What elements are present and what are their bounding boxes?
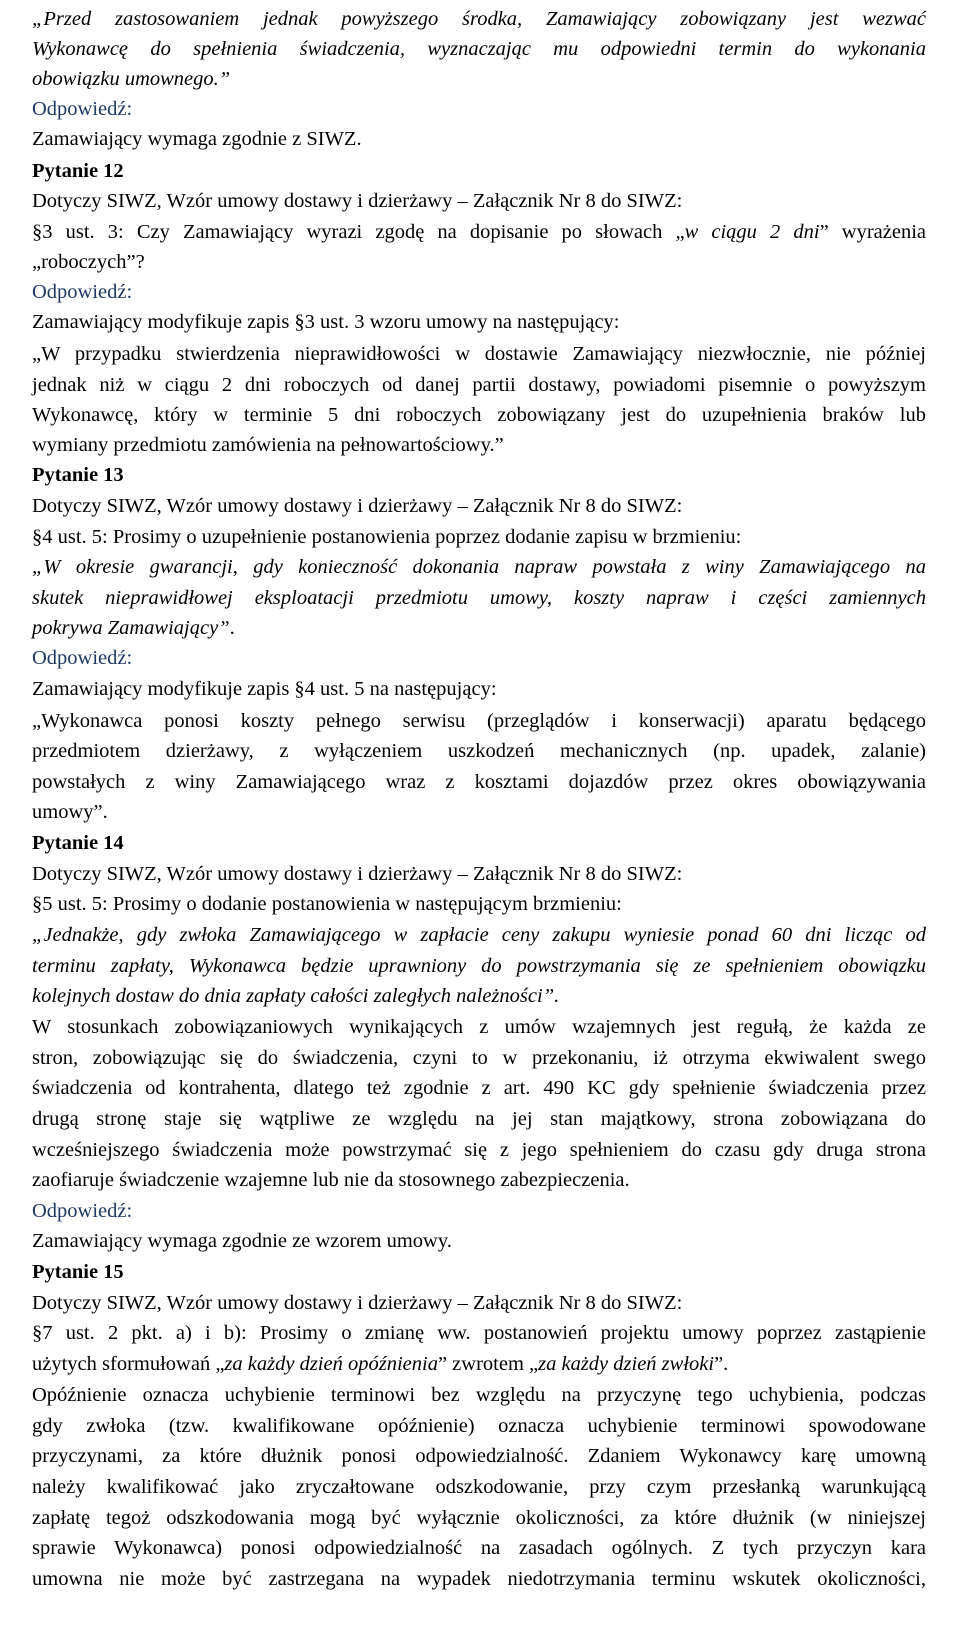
text-line bbox=[32, 1135, 926, 1165]
text-segment: użytych sformułowań „ bbox=[32, 1353, 225, 1375]
text-segment: przyczynami, za które dłużnik ponosi odpowiedzialność. Zdaniem Wykonawcy karę umowną bbox=[32, 1445, 926, 1467]
text-line bbox=[32, 859, 926, 889]
text-segment: skutek nieprawidłowej eksploatacji przedmiotu umowy, koszty napraw i części zamiennych bbox=[32, 587, 926, 609]
text-line bbox=[32, 767, 926, 797]
text-segment: Zamawiający wymaga zgodnie ze wzorem umowy. bbox=[32, 1230, 452, 1252]
text-segment: Dotyczy SIWZ, Wzór umowy dostawy i dzierżawy – Załącznik Nr 8 do SIWZ: bbox=[32, 863, 683, 885]
text-line bbox=[32, 1380, 926, 1410]
text-segment: §5 ust. 5: Prosimy o dodanie postanowienia w następującym brzmieniu: bbox=[32, 893, 622, 915]
answer-label bbox=[32, 277, 926, 307]
text-line bbox=[32, 920, 926, 950]
text-line bbox=[32, 1441, 926, 1471]
text-segment: Zamawiający wymaga zgodnie z SIWZ. bbox=[32, 128, 362, 150]
text-segment: sprawie Wykonawca) ponosi odpowiedzialność na zasadach ogólnych. Z tych przyczyn kara bbox=[32, 1537, 926, 1559]
text-line bbox=[32, 307, 926, 337]
text-segment: w ciągu 2 dni bbox=[684, 221, 820, 243]
text-segment: „W okresie gwarancji, gdy konieczność dokonania napraw powstała z winy Zamawiającego na bbox=[32, 556, 926, 578]
text-line bbox=[32, 370, 926, 400]
text-segment: Pytanie 13 bbox=[32, 464, 124, 486]
text-segment: pokrywa Zamawiający” bbox=[32, 617, 230, 639]
text-segment: „Przed zastosowaniem jednak powyższego środka, Zamawiający zobowiązany jest wezwać bbox=[32, 8, 926, 30]
text-line bbox=[32, 64, 926, 94]
text-segment: świadczenia od kontrahenta, dlatego też zgodnie z art. 490 KC gdy spełnienie świadczenia przez bbox=[32, 1077, 926, 1099]
text-line bbox=[32, 491, 926, 521]
text-segment: Dotyczy SIWZ, Wzór umowy dostawy i dzierżawy – Załącznik Nr 8 do SIWZ: bbox=[32, 495, 683, 517]
text-line bbox=[32, 124, 926, 154]
text-segment: „W przypadku stwierdzenia nieprawidłowości w dostawie Zamawiający niezwłocznie, nie później bbox=[32, 343, 926, 365]
text-line bbox=[32, 430, 926, 460]
text-segment: stron, zobowiązując się do świadczenia, czyni to w przekonaniu, iż otrzyma ekwiwalent swego bbox=[32, 1047, 926, 1069]
text-segment: obowiązku umownego.” bbox=[32, 68, 231, 90]
question-title bbox=[32, 1257, 926, 1287]
text-segment: za każdy dzień opóźnienia bbox=[224, 1353, 438, 1375]
text-line bbox=[32, 951, 926, 981]
text-line bbox=[32, 1104, 926, 1134]
text-segment: zaofiaruje świadczenie wzajemne lub nie da stosownego zabezpieczenia. bbox=[32, 1169, 630, 1191]
text-segment: Pytanie 15 bbox=[32, 1261, 124, 1283]
text-line bbox=[32, 981, 926, 1011]
text-segment: gdy zwłoka (tzw. kwalifikowane opóźnienie) oznacza uchybienie terminowi spowodowane bbox=[32, 1415, 926, 1437]
text-segment: powstałych z winy Zamawiającego wraz z kosztami dojazdów przez okres obowiązywania bbox=[32, 771, 926, 793]
question-title bbox=[32, 156, 926, 186]
text-line bbox=[32, 706, 926, 736]
text-segment: przedmiotem dzierżawy, z wyłączeniem uszkodzeń mechanicznych (np. upadek, zalanie) bbox=[32, 740, 926, 762]
text-line bbox=[32, 247, 926, 277]
text-segment: „Jednakże, gdy zwłoka Zamawiającego w zapłacie ceny zakupu wyniesie ponad 60 dni licząc od bbox=[32, 924, 926, 946]
text-line bbox=[32, 522, 926, 552]
text-line bbox=[32, 1165, 926, 1195]
text-segment: Odpowiedź: bbox=[32, 647, 133, 669]
text-segment: Wykonawcę do spełnienia świadczenia, wyznaczając mu odpowiedni termin do wykonania bbox=[32, 38, 926, 60]
text-segment: §3 ust. 3: Czy Zamawiający wyrazi zgodę na dopisanie po słowach „ bbox=[32, 221, 685, 243]
text-segment: . bbox=[229, 617, 235, 639]
text-segment: kolejnych dostaw do dnia zapłaty całości zaległych należności”. bbox=[32, 985, 560, 1007]
text-line bbox=[32, 186, 926, 216]
text-segment: drugą stronę staje się wątpliwe ze względu na jej stan majątkowy, strona zobowiązana do bbox=[32, 1108, 926, 1130]
text-segment: Wykonawcę, który w terminie 5 dni roboczych zobowiązany jest do uzupełnienia braków lub bbox=[32, 404, 926, 426]
text-line bbox=[32, 1318, 926, 1348]
text-line bbox=[32, 1288, 926, 1318]
text-line bbox=[32, 889, 926, 919]
text-line bbox=[32, 400, 926, 430]
text-segment: wymiany przedmiotu zamówienia na pełnowartościowy.” bbox=[32, 434, 504, 456]
text-line bbox=[32, 1564, 926, 1594]
text-line bbox=[32, 797, 926, 827]
text-segment: Opóźnienie oznacza uchybienie terminowi bez względu na przyczynę tego uchybienia, podczas bbox=[32, 1384, 926, 1406]
text-line bbox=[32, 34, 926, 64]
text-segment: ” wyrażenia bbox=[819, 221, 926, 243]
text-segment: W stosunkach zobowiązaniowych wynikających z umów wzajemnych jest regułą, że każda ze bbox=[32, 1016, 926, 1038]
text-line bbox=[32, 1533, 926, 1563]
text-segment: „roboczych”? bbox=[32, 251, 145, 273]
text-line bbox=[32, 217, 926, 247]
text-segment: umowna nie może być zastrzegana na wypadek niedotrzymania terminu wskutek okoliczności, bbox=[32, 1568, 926, 1590]
text-segment: §7 ust. 2 pkt. a) i b): Prosimy o zmianę ww. postanowień projektu umowy poprzez zastąpienie bbox=[32, 1322, 926, 1344]
text-segment: wcześniejszego świadczenia może powstrzymać się z jego spełnieniem do czasu gdy druga strona bbox=[32, 1139, 926, 1161]
text-line bbox=[32, 4, 926, 34]
text-line bbox=[32, 583, 926, 613]
text-line bbox=[32, 1012, 926, 1042]
answer-label bbox=[32, 1196, 926, 1226]
text-segment: ” zwrotem „ bbox=[437, 1353, 539, 1375]
text-segment: za każdy dzień zwłoki bbox=[538, 1353, 715, 1375]
text-line bbox=[32, 552, 926, 582]
text-segment: §4 ust. 5: Prosimy o uzupełnienie postanowienia poprzez dodanie zapisu w brzmieniu: bbox=[32, 526, 742, 548]
text-line bbox=[32, 674, 926, 704]
text-segment: Odpowiedź: bbox=[32, 1200, 133, 1222]
text-line bbox=[32, 1226, 926, 1256]
text-segment: Odpowiedź: bbox=[32, 281, 133, 303]
answer-label bbox=[32, 94, 926, 124]
text-line bbox=[32, 339, 926, 369]
text-segment: Pytanie 12 bbox=[32, 160, 124, 182]
text-line bbox=[32, 1349, 926, 1379]
text-line bbox=[32, 1472, 926, 1502]
text-segment: Dotyczy SIWZ, Wzór umowy dostawy i dzierżawy – Załącznik Nr 8 do SIWZ: bbox=[32, 190, 683, 212]
text-segment: Odpowiedź: bbox=[32, 98, 133, 120]
text-segment: należy kwalifikować jako zryczałtowane odszkodowanie, przy czym przesłanką warunkującą bbox=[32, 1476, 926, 1498]
text-segment: umowy”. bbox=[32, 801, 108, 823]
text-line bbox=[32, 1073, 926, 1103]
text-line bbox=[32, 1411, 926, 1441]
question-title bbox=[32, 828, 926, 858]
text-line bbox=[32, 613, 926, 643]
text-segment: terminu zapłaty, Wykonawca będzie uprawniony do powstrzymania się ze spełnieniem obowiązku bbox=[32, 955, 926, 977]
text-segment: jednak niż w ciągu 2 dni roboczych od danej partii dostawy, powiadomi pisemnie o powyższym bbox=[32, 374, 926, 396]
text-line bbox=[32, 736, 926, 766]
text-segment: Pytanie 14 bbox=[32, 832, 124, 854]
text-segment: zapłatę tegoż odszkodowania mogą być wyłącznie okoliczności, za które dłużnik (w niniejszej bbox=[32, 1507, 926, 1529]
text-segment: Dotyczy SIWZ, Wzór umowy dostawy i dzierżawy – Załącznik Nr 8 do SIWZ: bbox=[32, 1292, 683, 1314]
question-title bbox=[32, 460, 926, 490]
text-segment: Zamawiający modyfikuje zapis §3 ust. 3 wzoru umowy na następujący: bbox=[32, 311, 620, 333]
text-segment: „Wykonawca ponosi koszty pełnego serwisu (przeglądów i konserwacji) aparatu będącego bbox=[32, 710, 926, 732]
text-line bbox=[32, 1503, 926, 1533]
text-segment: ”. bbox=[714, 1353, 729, 1375]
text-line bbox=[32, 1043, 926, 1073]
text-segment: Zamawiający modyfikuje zapis §4 ust. 5 na następujący: bbox=[32, 678, 497, 700]
answer-label bbox=[32, 643, 926, 673]
